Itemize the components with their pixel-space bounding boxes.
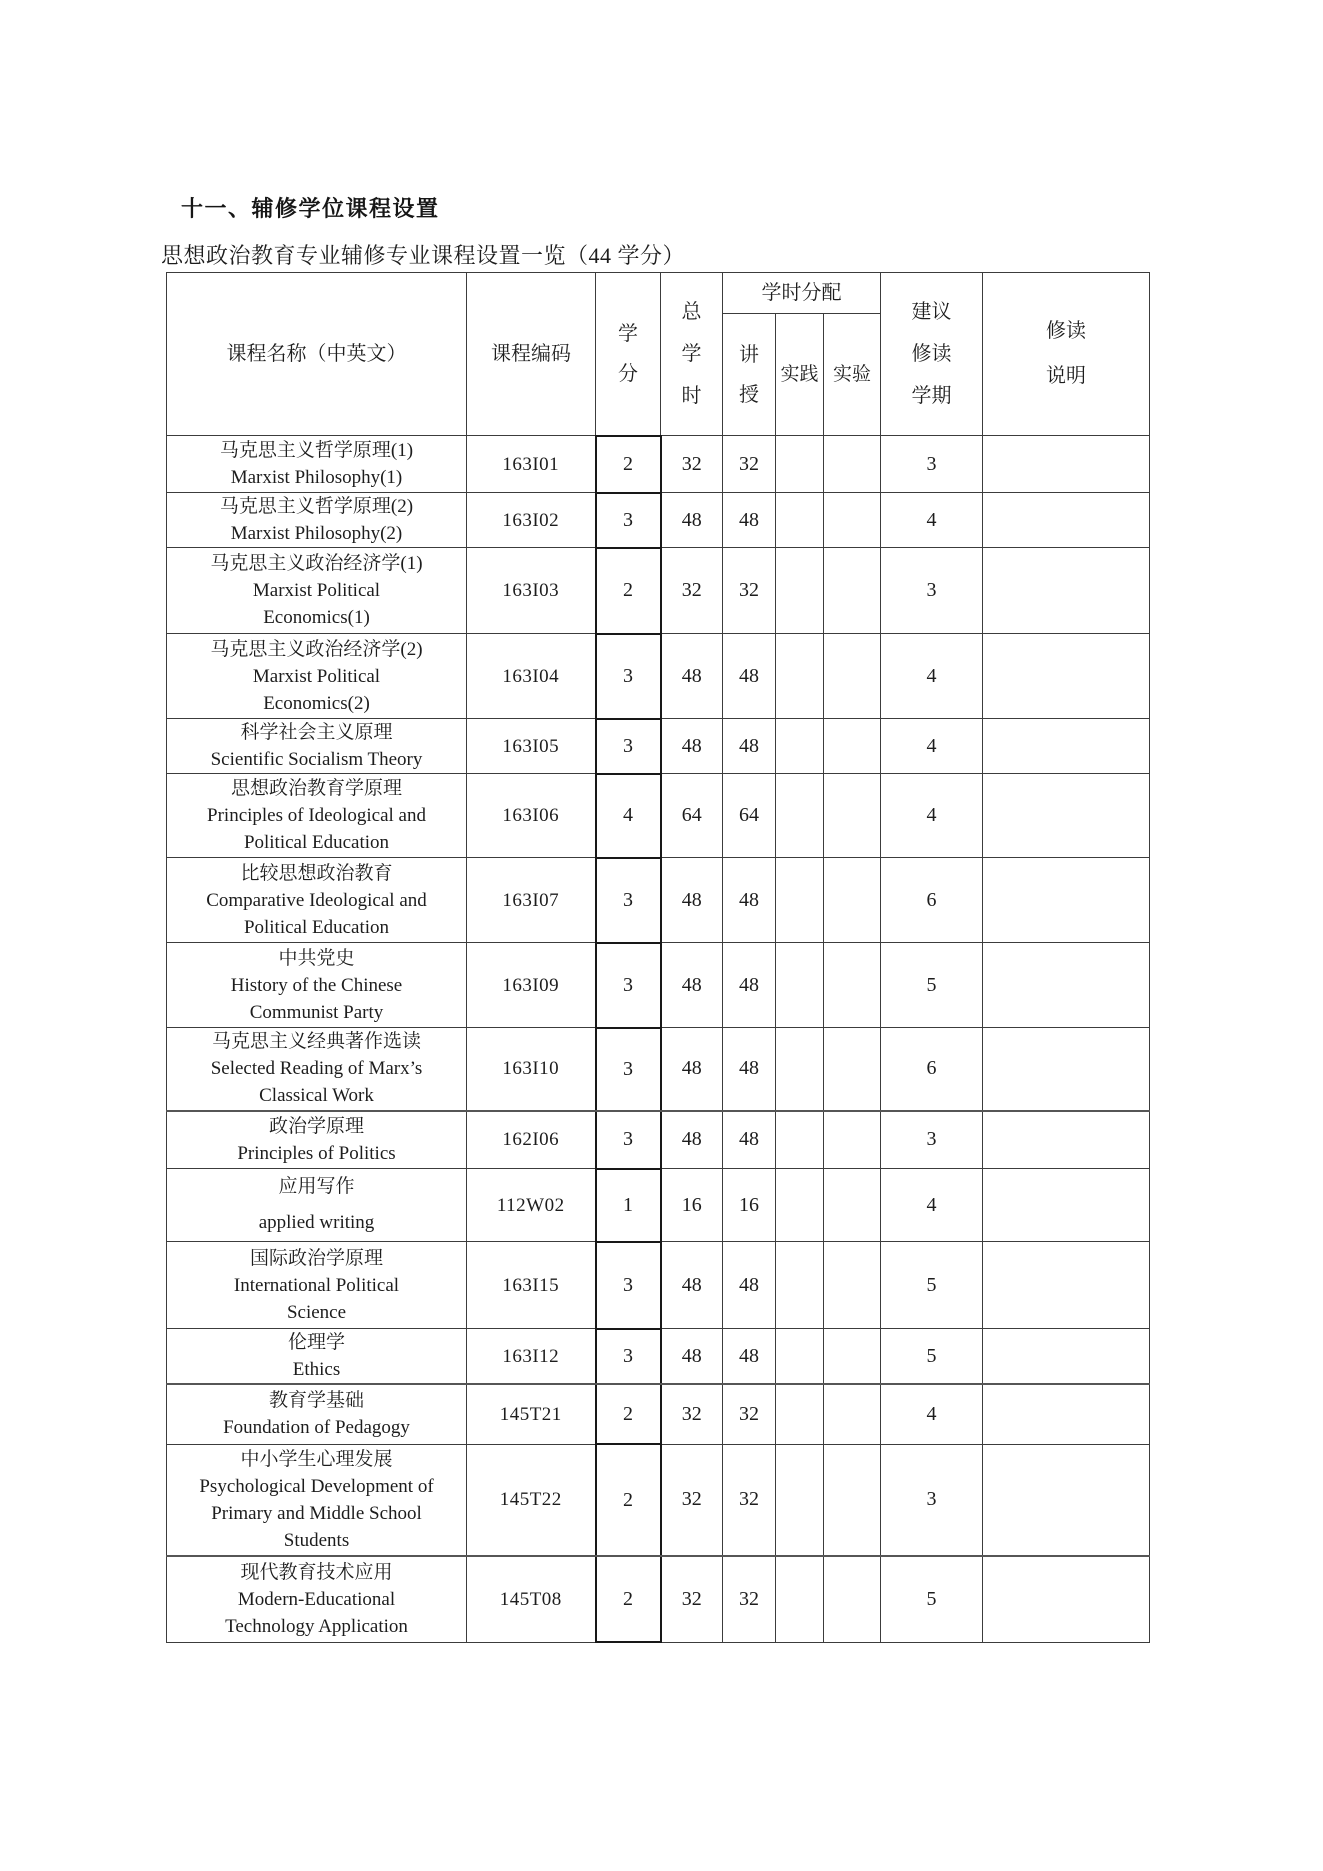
course-name-line: 马克思主义哲学原理(1)	[219, 440, 414, 461]
course-name-line: Selected Reading of Marx’s	[210, 1058, 423, 1080]
credits-cell: 2	[596, 548, 661, 634]
credits-cell: 3	[596, 1329, 661, 1385]
suggested-semester-cell: 4	[881, 493, 983, 548]
header-practice: 实践	[776, 314, 824, 436]
header-row-1	[167, 273, 1150, 314]
course-name-cell	[167, 1444, 467, 1556]
experiment-hours-cell	[824, 1111, 881, 1169]
note-cell	[983, 943, 1150, 1028]
course-name-cell	[167, 1329, 467, 1385]
table-row	[167, 1028, 1150, 1111]
note-cell	[983, 548, 1150, 634]
table-row	[167, 1384, 1150, 1444]
course-name-line: Political Education	[243, 832, 390, 853]
lecture-hours-cell: 32	[723, 436, 776, 493]
lecture-hours-cell: 48	[723, 1028, 776, 1111]
total-hours-cell: 64	[661, 774, 723, 858]
course-name-cell	[167, 1242, 467, 1329]
practice-hours-cell	[776, 1444, 824, 1556]
suggested-semester-cell: 6	[881, 1028, 983, 1111]
header-credits-char: 分	[618, 362, 638, 385]
lecture-hours-cell: 48	[723, 634, 776, 719]
course-name-line: Ethics	[292, 1359, 341, 1380]
credits-cell: 4	[596, 774, 661, 858]
table-row	[167, 858, 1150, 943]
course-code-cell: 163I09	[467, 943, 596, 1028]
course-name-line: Principles of Ideological and	[207, 805, 426, 826]
credits-cell: 3	[596, 1242, 661, 1329]
course-name-cell	[167, 943, 467, 1028]
header-course-name: 课程名称（中英文）	[167, 273, 467, 436]
lecture-hours-cell: 64	[723, 774, 776, 858]
course-name-line: Marxist Philosophy(1)	[230, 467, 403, 488]
practice-hours-cell	[776, 1329, 824, 1385]
experiment-hours-cell	[824, 719, 881, 774]
course-name-line: 马克思主义哲学原理(2)	[219, 496, 414, 517]
note-cell	[983, 1169, 1150, 1242]
course-code-cell: 145T21	[467, 1384, 596, 1444]
table-row	[167, 774, 1150, 858]
practice-hours-cell	[776, 719, 824, 774]
course-name-line: Foundation of Pedagogy	[223, 1417, 410, 1439]
lecture-hours-cell: 48	[723, 1111, 776, 1169]
header-note-line: 说明	[1046, 365, 1086, 387]
total-hours-cell: 48	[661, 634, 723, 719]
course-code-cell: 163I03	[467, 548, 596, 634]
course-name-line: applied writing	[258, 1212, 375, 1233]
note-cell	[983, 774, 1150, 858]
lecture-hours-cell: 32	[723, 548, 776, 634]
practice-hours-cell	[776, 436, 824, 493]
course-code-cell: 145T08	[467, 1556, 596, 1642]
course-code-cell: 163I06	[467, 774, 596, 858]
credits-cell: 2	[596, 1556, 661, 1642]
course-name-line: Marxist Political	[252, 580, 381, 601]
total-hours-cell: 48	[661, 1111, 723, 1169]
course-name-line: Communist Party	[249, 1001, 384, 1023]
note-cell	[983, 634, 1150, 719]
note-cell	[983, 1111, 1150, 1169]
credits-cell: 3	[596, 1028, 661, 1111]
experiment-hours-cell	[824, 943, 881, 1028]
header-suggested-semester-line: 修读	[911, 343, 952, 365]
header-experiment: 实验	[824, 314, 881, 436]
course-name-line: 国际政治学原理	[249, 1247, 383, 1269]
header-lecture-char: 讲	[739, 343, 759, 366]
experiment-hours-cell	[824, 1169, 881, 1242]
experiment-hours-cell	[824, 1242, 881, 1329]
practice-hours-cell	[776, 943, 824, 1028]
practice-hours-cell	[776, 548, 824, 634]
suggested-semester-cell: 4	[881, 1384, 983, 1444]
suggested-semester-cell: 3	[881, 1111, 983, 1169]
total-hours-cell: 48	[661, 1242, 723, 1329]
lecture-hours-cell: 16	[723, 1169, 776, 1242]
course-name-line: History of the Chinese	[230, 974, 403, 996]
course-name-cell	[167, 634, 467, 719]
total-hours-cell: 32	[661, 1384, 723, 1444]
header-total-hours-char: 时	[681, 385, 702, 407]
table-row	[167, 634, 1150, 719]
course-name-line: 马克思主义政治经济学(1)	[210, 553, 423, 574]
experiment-hours-cell	[824, 436, 881, 493]
suggested-semester-cell: 4	[881, 774, 983, 858]
suggested-semester-cell: 3	[881, 1444, 983, 1556]
course-name-line: 政治学原理	[268, 1115, 364, 1137]
course-table	[166, 272, 1150, 1643]
header-total-hours	[661, 273, 723, 436]
practice-hours-cell	[776, 493, 824, 548]
suggested-semester-cell: 3	[881, 548, 983, 634]
course-name-line: Technology Application	[225, 1615, 408, 1637]
credits-cell: 2	[596, 1384, 661, 1444]
table-row	[167, 719, 1150, 774]
course-name-cell	[167, 1111, 467, 1169]
header-hours-allocation: 学时分配	[723, 273, 881, 314]
credits-cell: 3	[596, 1111, 661, 1169]
credits-cell: 3	[596, 858, 661, 943]
course-name-cell	[167, 719, 467, 774]
lecture-hours-cell: 32	[723, 1556, 776, 1642]
course-name-line: Psychological Development of	[199, 1475, 434, 1497]
course-code-cell: 145T22	[467, 1444, 596, 1556]
suggested-semester-cell: 4	[881, 634, 983, 719]
lecture-hours-cell: 48	[723, 1242, 776, 1329]
course-name-cell	[167, 548, 467, 634]
header-suggested-semester	[881, 273, 983, 436]
total-hours-cell: 32	[661, 548, 723, 634]
course-name-line: Principles of Politics	[237, 1142, 396, 1164]
table-row	[167, 1111, 1150, 1169]
note-cell	[983, 1329, 1150, 1385]
suggested-semester-cell: 6	[881, 858, 983, 943]
practice-hours-cell	[776, 1028, 824, 1111]
table-row	[167, 1556, 1150, 1642]
practice-hours-cell	[776, 1242, 824, 1329]
course-table-body	[167, 436, 1150, 1643]
credits-cell: 2	[596, 1444, 661, 1556]
header-suggested-semester-line: 建议	[911, 301, 952, 323]
course-name-line: Marxist Political	[252, 665, 381, 687]
practice-hours-cell	[776, 634, 824, 719]
total-hours-cell: 32	[661, 1444, 723, 1556]
total-hours-cell: 48	[661, 943, 723, 1028]
lecture-hours-cell: 48	[723, 719, 776, 774]
course-name-line: 中共党史	[278, 947, 355, 969]
table-row	[167, 1242, 1150, 1329]
course-name-line: 伦理学	[287, 1332, 345, 1353]
table-row	[167, 548, 1150, 634]
suggested-semester-cell: 5	[881, 1556, 983, 1642]
course-name-line: Economics(2)	[263, 692, 370, 714]
total-hours-cell: 48	[661, 719, 723, 774]
credits-cell: 3	[596, 493, 661, 548]
header-suggested-semester-line: 学期	[911, 385, 952, 407]
course-code-cell: 163I01	[467, 436, 596, 493]
course-name-line: Modern-Educational	[237, 1588, 396, 1610]
note-cell	[983, 1556, 1150, 1642]
total-hours-cell: 32	[661, 1556, 723, 1642]
header-credits	[596, 273, 661, 436]
lecture-hours-cell: 48	[723, 1329, 776, 1385]
lecture-hours-cell: 32	[723, 1444, 776, 1556]
experiment-hours-cell	[824, 1444, 881, 1556]
table-header	[167, 273, 1150, 436]
table-row	[167, 1169, 1150, 1242]
header-note-line: 修读	[1046, 320, 1086, 342]
credits-cell: 3	[596, 634, 661, 719]
suggested-semester-cell: 3	[881, 436, 983, 493]
table-caption: 思想政治教育专业辅修专业课程设置一览（44 学分）	[161, 243, 686, 268]
course-name-line: 中小学生心理发展	[240, 1448, 393, 1470]
course-name-line: Marxist Philosophy(2)	[230, 523, 403, 544]
experiment-hours-cell	[824, 1028, 881, 1111]
note-cell	[983, 1242, 1150, 1329]
course-name-line: Economics(1)	[263, 607, 370, 628]
suggested-semester-cell: 5	[881, 1242, 983, 1329]
course-name-line: Scientific Socialism Theory	[210, 749, 423, 770]
table-row	[167, 943, 1150, 1028]
course-name-cell	[167, 1028, 467, 1111]
note-cell	[983, 858, 1150, 943]
note-cell	[983, 1028, 1150, 1111]
experiment-hours-cell	[824, 858, 881, 943]
experiment-hours-cell	[824, 1384, 881, 1444]
course-name-line: Students	[283, 1529, 350, 1551]
suggested-semester-cell: 4	[881, 719, 983, 774]
lecture-hours-cell: 48	[723, 858, 776, 943]
note-cell	[983, 1384, 1150, 1444]
credits-cell: 3	[596, 943, 661, 1028]
course-name-cell	[167, 1384, 467, 1444]
experiment-hours-cell	[824, 1329, 881, 1385]
course-name-line: 马克思主义经典著作选读	[211, 1031, 421, 1053]
lecture-hours-cell: 48	[723, 493, 776, 548]
course-name-cell	[167, 1169, 467, 1242]
course-name-cell	[167, 1556, 467, 1642]
credits-cell: 3	[596, 719, 661, 774]
course-name-cell	[167, 493, 467, 548]
course-code-cell: 163I02	[467, 493, 596, 548]
experiment-hours-cell	[824, 1556, 881, 1642]
note-cell	[983, 1444, 1150, 1556]
course-name-cell	[167, 858, 467, 943]
credits-cell: 1	[596, 1169, 661, 1242]
header-lecture-char: 授	[739, 383, 759, 406]
practice-hours-cell	[776, 1169, 824, 1242]
header-credits-char: 学	[618, 322, 638, 345]
course-name-line: 思想政治教育学原理	[230, 778, 402, 799]
practice-hours-cell	[776, 1384, 824, 1444]
table-row	[167, 1329, 1150, 1385]
total-hours-cell: 48	[661, 493, 723, 548]
credits-cell: 2	[596, 436, 661, 493]
practice-hours-cell	[776, 774, 824, 858]
experiment-hours-cell	[824, 493, 881, 548]
total-hours-cell: 48	[661, 1028, 723, 1111]
experiment-hours-cell	[824, 634, 881, 719]
course-code-cell: 163I07	[467, 858, 596, 943]
course-name-cell	[167, 774, 467, 858]
course-name-line: 科学社会主义原理	[240, 722, 393, 743]
practice-hours-cell	[776, 1111, 824, 1169]
course-name-cell	[167, 436, 467, 493]
lecture-hours-cell: 32	[723, 1384, 776, 1444]
total-hours-cell: 16	[661, 1169, 723, 1242]
course-name-line: Political Education	[243, 916, 390, 938]
course-name-line: Classical Work	[259, 1085, 374, 1107]
course-name-line: Comparative Ideological and	[206, 889, 427, 911]
table-row	[167, 436, 1150, 493]
experiment-hours-cell	[824, 548, 881, 634]
suggested-semester-cell: 5	[881, 1329, 983, 1385]
total-hours-cell: 48	[661, 858, 723, 943]
course-name-line: 教育学基础	[268, 1390, 364, 1412]
section-title: 十一、辅修学位课程设置	[181, 196, 440, 221]
suggested-semester-cell: 4	[881, 1169, 983, 1242]
header-note	[983, 273, 1150, 436]
header-lecture	[723, 314, 776, 436]
header-course-code: 课程编码	[467, 273, 596, 436]
lecture-hours-cell: 48	[723, 943, 776, 1028]
note-cell	[983, 493, 1150, 548]
course-code-cell: 162I06	[467, 1111, 596, 1169]
table-row	[167, 1444, 1150, 1556]
header-total-hours-char: 总	[681, 301, 702, 323]
course-code-cell: 163I04	[467, 634, 596, 719]
experiment-hours-cell	[824, 774, 881, 858]
table-row	[167, 493, 1150, 548]
course-name-line: 现代教育技术应用	[240, 1561, 393, 1583]
course-name-line: 应用写作	[278, 1176, 355, 1197]
total-hours-cell: 48	[661, 1329, 723, 1385]
practice-hours-cell	[776, 858, 824, 943]
note-cell	[983, 719, 1150, 774]
suggested-semester-cell: 5	[881, 943, 983, 1028]
header-total-hours-char: 学	[681, 343, 702, 365]
course-name-line: 比较思想政治教育	[240, 862, 393, 884]
course-name-line: Primary and Middle School	[211, 1502, 422, 1524]
course-name-line: 马克思主义政治经济学(2)	[210, 638, 423, 660]
course-name-line: Science	[286, 1301, 347, 1323]
course-code-cell: 163I12	[467, 1329, 596, 1385]
total-hours-cell: 32	[661, 436, 723, 493]
course-code-cell: 112W02	[467, 1169, 596, 1242]
course-name-line: International Political	[233, 1274, 400, 1296]
course-code-cell: 163I10	[467, 1028, 596, 1111]
practice-hours-cell	[776, 1556, 824, 1642]
course-code-cell: 163I15	[467, 1242, 596, 1329]
note-cell	[983, 436, 1150, 493]
course-code-cell: 163I05	[467, 719, 596, 774]
